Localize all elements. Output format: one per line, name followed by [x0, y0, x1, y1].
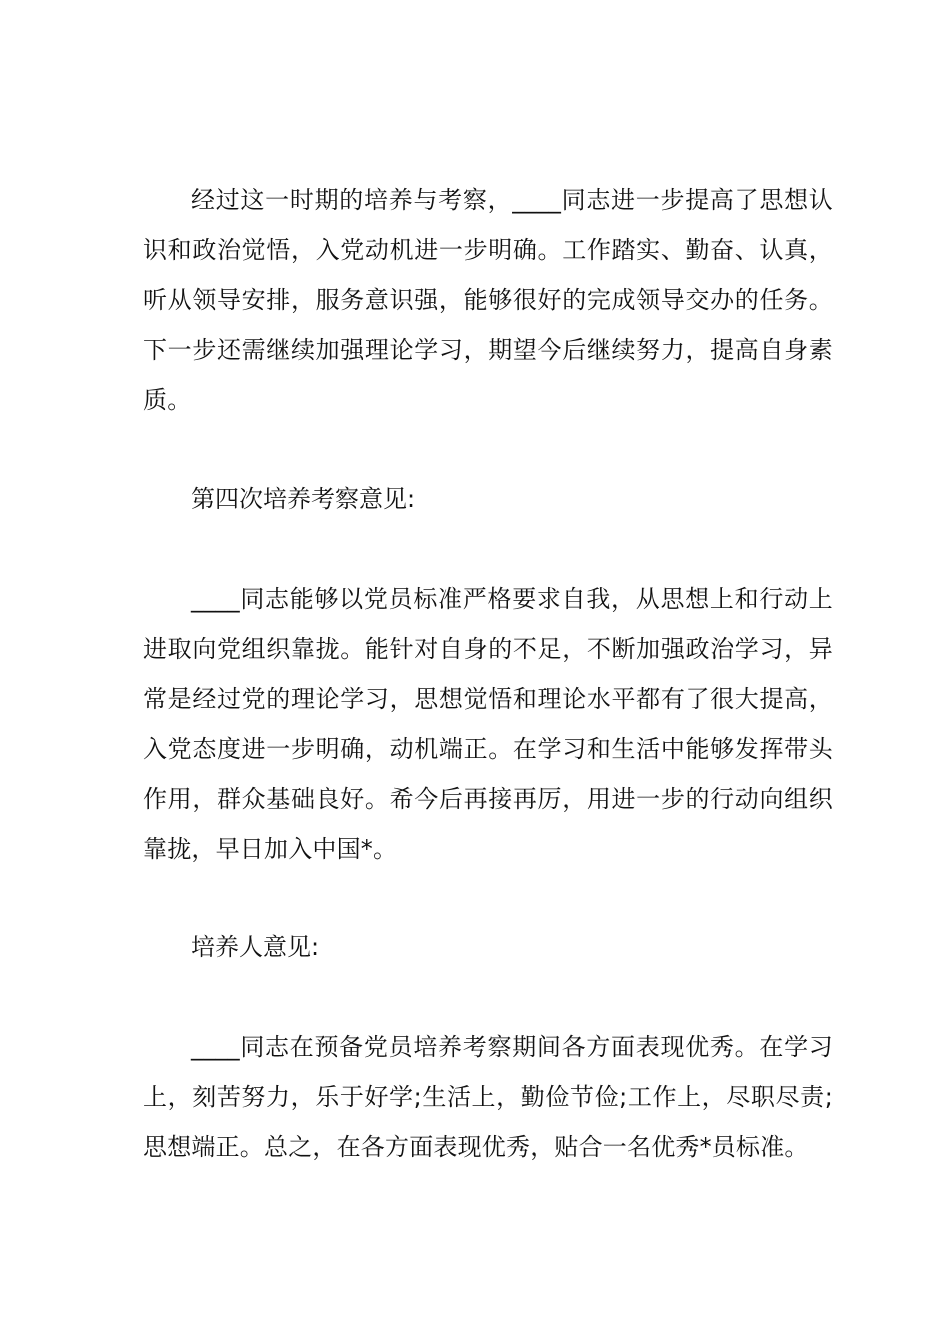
evaluation-paragraph-1: 经过这一时期的培养与考察，____同志进一步提高了思想认识和政治觉悟，入党动机进一步明确。工作踏实、勤奋、认真，听从领导安排，服务意识强，能够很好的完成领导交办的任务。下一步还需继续加强理论学习，期望今后继续努力，提高自身素质。 [143, 186, 833, 414]
section-heading-fourth-evaluation: 第四次培养考察意见: [191, 485, 416, 513]
evaluation-paragraph-2: ____同志能够以党员标准严格要求自我，从思想上和行动上进取向党组织靠拢。能针对自身的不足，不断加强政治学习，异常是经过党的理论学习，思想觉悟和理论水平都有了很大提高，入党态度进一步明确，动机端正。在学习和生活中能够发挥带头作用，群众基础良好。希今后再接再厉，用进一步的行动向组织靠拢，早日加入中国*。 [143, 585, 833, 863]
evaluation-paragraph-3: ____同志在预备党员培养考察期间各方面表现优秀。在学习上，刻苦努力，乐于好学;生活上，勤俭节俭;工作上，尽职尽责;思想端正。总之，在各方面表现优秀，贴合一名优秀*员标准。 [143, 1033, 833, 1161]
section-heading-trainer-opinion: 培养人意见: [191, 933, 320, 961]
